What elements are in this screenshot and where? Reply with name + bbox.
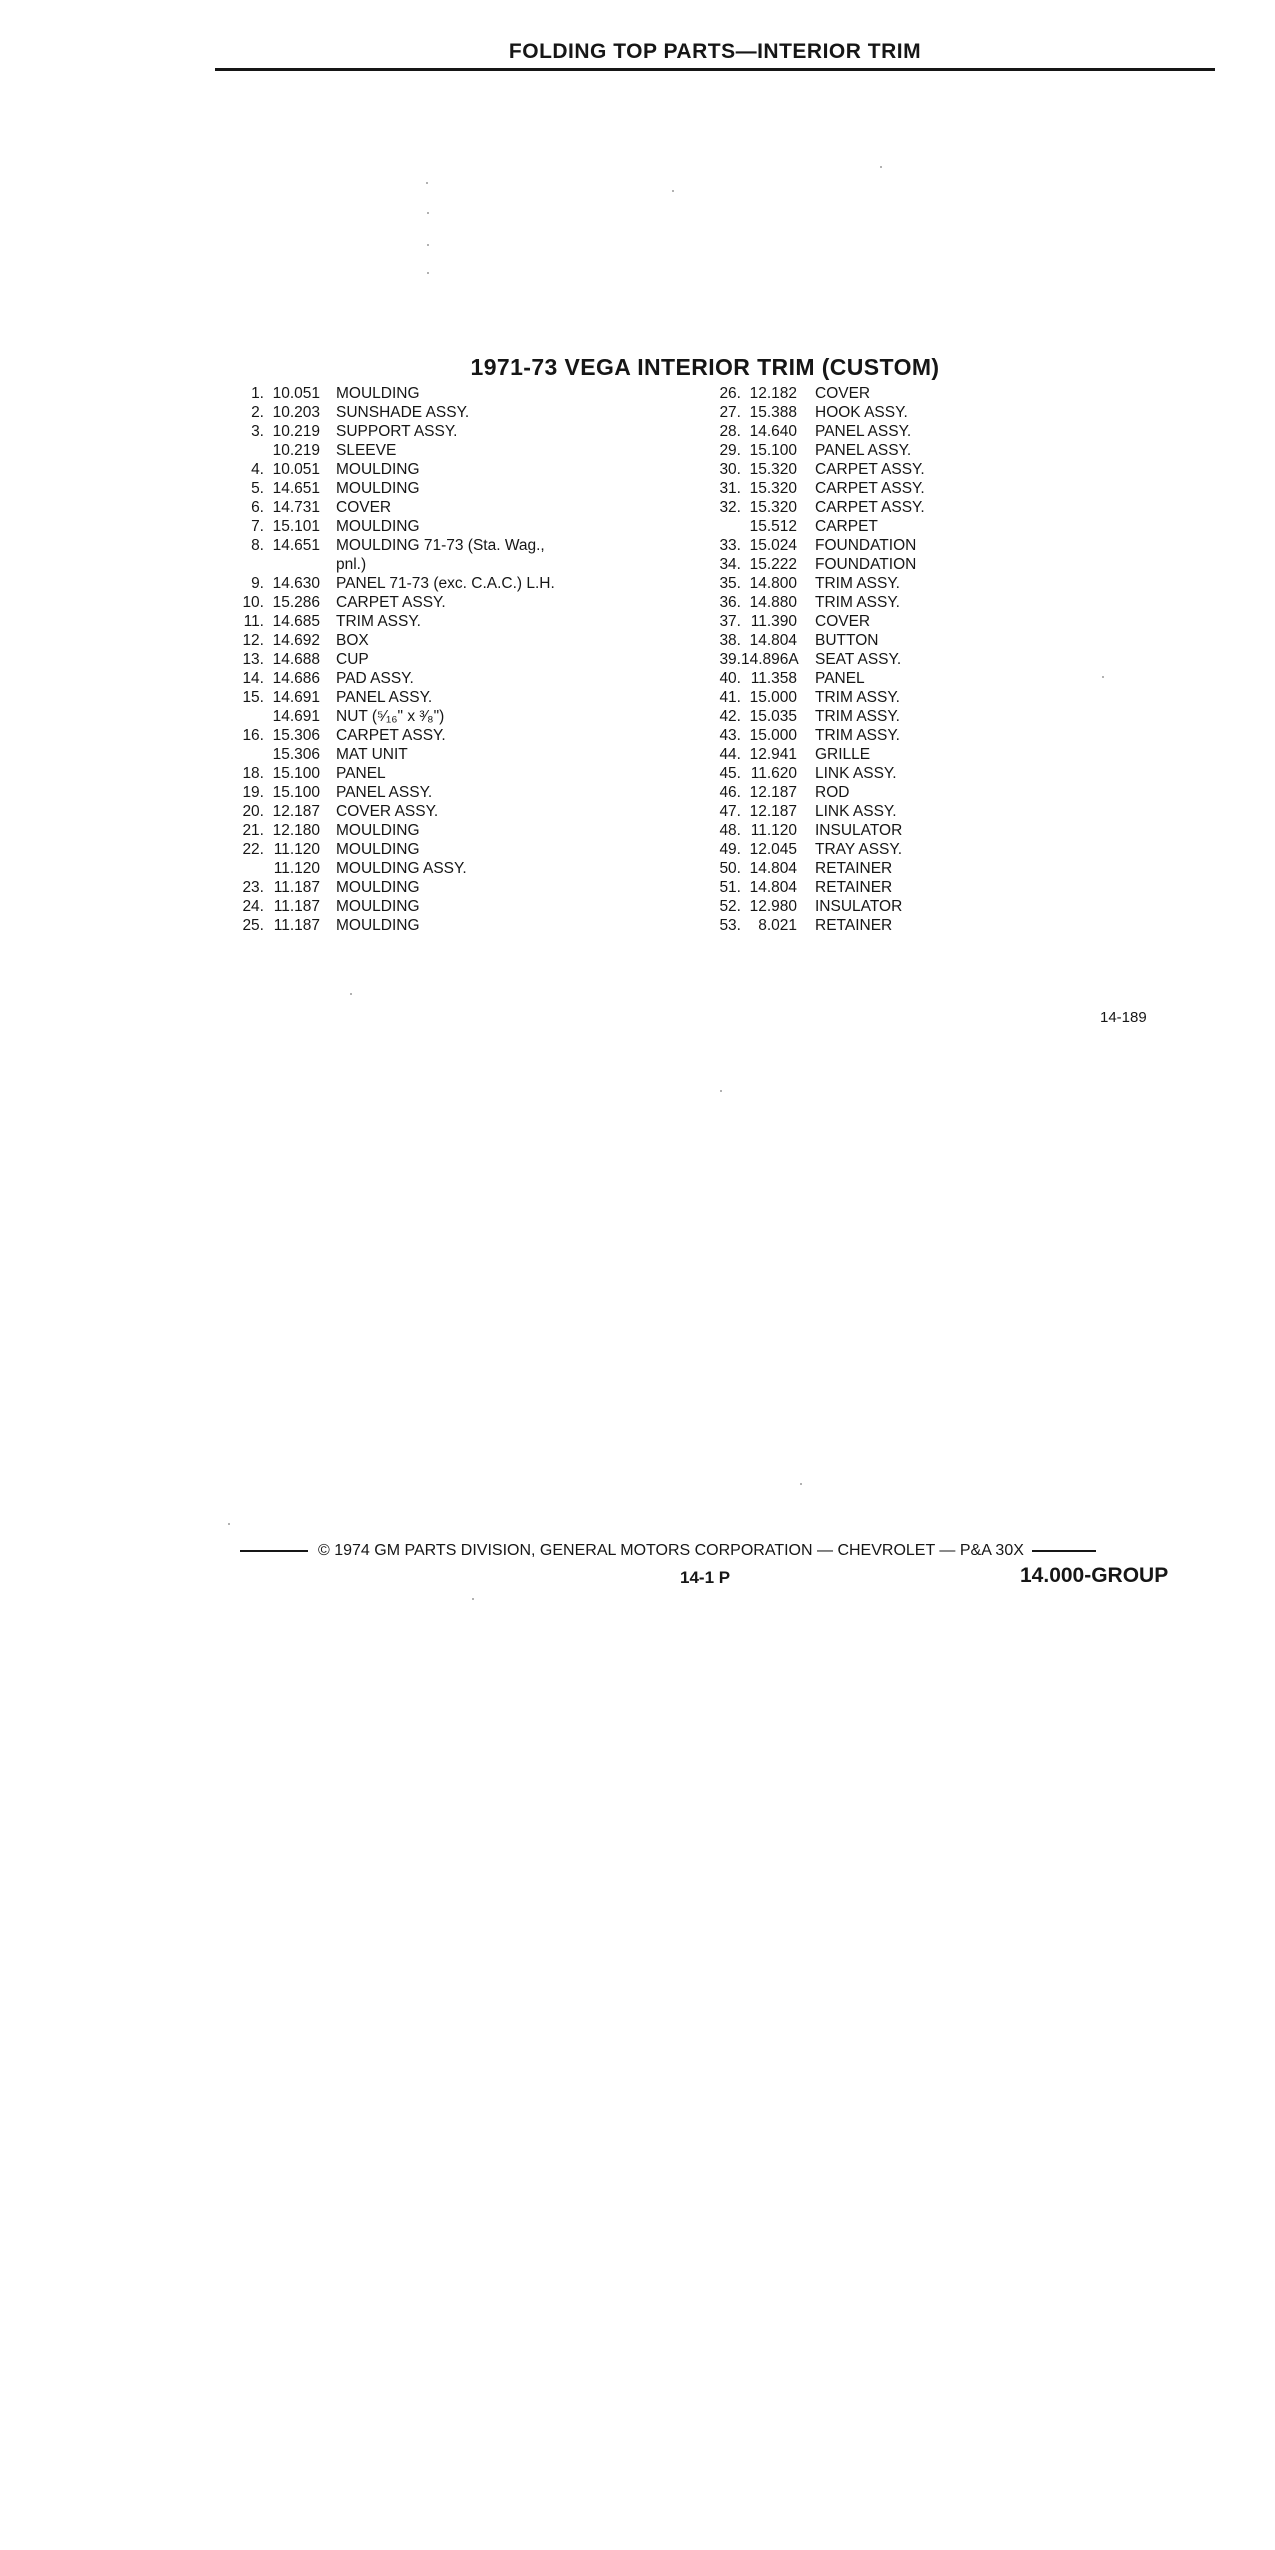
part-description: MOULDING: [336, 518, 420, 535]
part-row: [705, 688, 925, 707]
scan-speck: [228, 1523, 230, 1525]
part-code: 15.100: [749, 442, 797, 459]
part-description: CUP: [336, 651, 369, 668]
part-description: COVER: [815, 385, 871, 402]
part-code: 14.896A: [741, 651, 799, 668]
part-number: [228, 707, 264, 726]
part-code: 10.051: [272, 461, 320, 478]
part-description: SUNSHADE ASSY.: [336, 404, 470, 421]
part-code: 15.100: [272, 765, 320, 782]
part-code: 11.187: [273, 917, 320, 934]
footer-copyright-line: [240, 1542, 1215, 1560]
part-number: 31.: [719, 480, 741, 497]
part-code: 11.620: [750, 765, 797, 782]
part-number: 36.: [719, 594, 741, 611]
figure-number: 14-189: [1100, 1009, 1147, 1026]
part-row: [705, 631, 925, 650]
part-code: 15.320: [749, 461, 797, 478]
part-row: [705, 555, 925, 574]
part-description: BUTTON: [815, 632, 879, 649]
part-description: MOULDING: [336, 480, 420, 497]
part-description: TRIM ASSY.: [815, 689, 900, 706]
part-description: NUT (⁵⁄₁₆" x ³⁄₈"): [336, 708, 445, 725]
part-number: 14.: [242, 670, 264, 687]
part-description: CARPET ASSY.: [815, 499, 925, 516]
part-number: 34.: [719, 556, 741, 573]
part-number: 29.: [719, 442, 741, 459]
part-number: [228, 555, 264, 574]
part-description: RETAINER: [815, 917, 893, 934]
part-number: 21.: [242, 822, 264, 839]
part-code: 15.306: [272, 746, 320, 763]
page-number: 14-1 P: [680, 1568, 731, 1587]
part-description: PANEL ASSY.: [336, 784, 433, 801]
parts-list-left: [228, 384, 555, 935]
part-code: 11.187: [273, 898, 320, 915]
part-number: 15.: [242, 689, 264, 706]
part-description: MOULDING: [336, 898, 420, 915]
part-number: 47.: [719, 803, 741, 820]
part-description: TRIM ASSY.: [815, 594, 900, 611]
part-code: 15.035: [749, 708, 797, 725]
part-row: [705, 384, 925, 403]
part-number: [705, 517, 741, 536]
part-number: [228, 441, 264, 460]
part-description: MOULDING 71-73 (Sta. Wag.,: [336, 537, 545, 554]
scan-speck: [427, 272, 429, 274]
part-row: [705, 764, 925, 783]
part-row: [228, 650, 555, 669]
part-code: 15.222: [749, 556, 797, 573]
part-number: 43.: [719, 727, 741, 744]
part-description: LINK ASSY.: [815, 803, 897, 820]
part-code: 15.024: [749, 537, 797, 554]
part-number: 5.: [251, 480, 264, 497]
part-number: 45.: [719, 765, 741, 782]
part-number: 22.: [242, 841, 264, 858]
part-description: pnl.): [336, 556, 367, 573]
part-number: 41.: [719, 689, 741, 706]
scan-speck: [1102, 676, 1104, 678]
footer-copyright: © 1974 GM PARTS DIVISION, GENERAL MOTORS CORPORATION — CHEVROLET — P&A 30X: [318, 1542, 1024, 1559]
part-number: 46.: [719, 784, 741, 801]
part-number: 27.: [719, 404, 741, 421]
part-description: TRIM ASSY.: [815, 575, 900, 592]
part-description: BOX: [336, 632, 369, 649]
part-description: COVER: [336, 499, 392, 516]
part-code: 14.630: [272, 575, 320, 592]
part-code: 15.100: [272, 784, 320, 801]
part-code: 15.512: [749, 518, 797, 535]
part-code: 10.219: [272, 423, 320, 440]
part-row: [228, 764, 555, 783]
part-number: 52.: [719, 898, 741, 915]
part-row: [228, 688, 555, 707]
part-code: 11.358: [750, 670, 797, 687]
part-number: 3.: [251, 423, 264, 440]
part-number: [228, 859, 264, 878]
part-description: SEAT ASSY.: [815, 651, 902, 668]
part-number: 2.: [251, 404, 264, 421]
part-description: MAT UNIT: [336, 746, 408, 763]
part-number: 38.: [719, 632, 741, 649]
part-description: CARPET ASSY.: [815, 461, 925, 478]
part-description: MOULDING ASSY.: [336, 860, 467, 877]
part-row: [228, 460, 555, 479]
part-number: 1.: [251, 385, 264, 402]
part-description: PANEL: [336, 765, 386, 782]
part-row: [705, 821, 925, 840]
part-row: [705, 897, 925, 916]
part-code: 14.651: [272, 480, 320, 497]
part-row: [705, 536, 925, 555]
part-row: [705, 650, 925, 669]
part-number: 42.: [719, 708, 741, 725]
part-description: CARPET ASSY.: [336, 727, 446, 744]
page-header-title: FOLDING TOP PARTS—INTERIOR TRIM: [508, 40, 922, 63]
part-row: [705, 593, 925, 612]
part-description: PANEL 71-73 (exc. C.A.C.) L.H.: [336, 575, 555, 592]
part-number: 48.: [719, 822, 741, 839]
part-code: 15.388: [749, 404, 797, 421]
part-code: 11.120: [273, 841, 320, 858]
part-code: 14.651: [272, 537, 320, 554]
part-description: FOUNDATION: [815, 537, 917, 554]
part-row: [228, 878, 555, 897]
part-row: [228, 916, 555, 935]
part-row: [228, 479, 555, 498]
part-row: [705, 422, 925, 441]
part-description: CARPET: [815, 518, 878, 535]
part-description: MOULDING: [336, 385, 420, 402]
part-description: TRIM ASSY.: [815, 708, 900, 725]
part-number: 30.: [719, 461, 741, 478]
part-code: 15.286: [272, 594, 320, 611]
part-row: [228, 783, 555, 802]
part-row: [228, 593, 555, 612]
part-code: 11.120: [273, 860, 320, 877]
part-number: 40.: [719, 670, 741, 687]
part-description: MOULDING: [336, 461, 420, 478]
part-code: 15.306: [272, 727, 320, 744]
footer-rule-left: [240, 1550, 308, 1552]
part-number: 16.: [242, 727, 264, 744]
part-row: [228, 536, 555, 555]
part-number: 9.: [251, 575, 264, 592]
scan-speck: [427, 212, 429, 214]
part-row: [705, 783, 925, 802]
part-description: TRAY ASSY.: [815, 841, 903, 858]
scan-speck: [880, 166, 882, 168]
part-number: 23.: [242, 879, 264, 896]
part-row: [705, 479, 925, 498]
part-row: [228, 859, 555, 878]
part-code: 14.731: [272, 499, 320, 516]
part-number: 10.: [242, 594, 264, 611]
part-row: [228, 574, 555, 593]
part-code: 15.320: [749, 480, 797, 497]
scan-speck: [672, 190, 674, 192]
scan-speck: [426, 182, 428, 184]
part-number: 19.: [242, 784, 264, 801]
part-code: 14.804: [749, 860, 797, 877]
part-row: [705, 707, 925, 726]
part-row: [228, 840, 555, 859]
part-code: 12.182: [749, 385, 797, 402]
part-code: 8.021: [758, 917, 797, 934]
part-code: 14.804: [749, 632, 797, 649]
part-row: [228, 802, 555, 821]
parts-list-right: [705, 384, 925, 935]
part-code: 14.804: [749, 879, 797, 896]
part-number: 8.: [251, 537, 264, 554]
part-code: 14.686: [272, 670, 320, 687]
part-description: HOOK ASSY.: [815, 404, 908, 421]
scan-speck: [472, 1598, 474, 1600]
part-number: 33.: [719, 537, 741, 554]
part-code: 10.219: [272, 442, 320, 459]
part-code: 14.640: [749, 423, 797, 440]
part-row: [228, 498, 555, 517]
part-code: 11.120: [750, 822, 797, 839]
part-number: 26.: [719, 385, 741, 402]
part-code: 12.980: [749, 898, 797, 915]
part-row: [705, 669, 925, 688]
part-description: TRIM ASSY.: [336, 613, 421, 630]
part-code: 14.685: [272, 613, 320, 630]
part-code: 12.187: [749, 784, 797, 801]
part-description: ROD: [815, 784, 850, 801]
part-code: 11.390: [750, 613, 797, 630]
part-row: [228, 555, 555, 574]
part-row: [228, 669, 555, 688]
part-row: [228, 897, 555, 916]
part-row: [228, 517, 555, 536]
part-description: PANEL ASSY.: [336, 689, 433, 706]
part-row: [228, 422, 555, 441]
part-code: 14.691: [272, 708, 320, 725]
part-number: 50.: [719, 860, 741, 877]
part-row: [705, 460, 925, 479]
part-row: [228, 631, 555, 650]
part-row: [705, 612, 925, 631]
part-code: [264, 555, 320, 574]
part-row: [228, 707, 555, 726]
part-row: [228, 821, 555, 840]
part-row: [705, 859, 925, 878]
part-row: [228, 726, 555, 745]
part-code: 15.320: [749, 499, 797, 516]
part-code: 12.187: [272, 803, 320, 820]
part-code: 14.691: [272, 689, 320, 706]
part-number: 4.: [251, 461, 264, 478]
part-description: RETAINER: [815, 860, 893, 877]
part-code: 10.203: [272, 404, 320, 421]
part-number: 24.: [242, 898, 264, 915]
part-row: [705, 726, 925, 745]
part-code: 12.941: [749, 746, 797, 763]
part-row: [705, 745, 925, 764]
part-number: 12.: [242, 632, 264, 649]
part-number: 44.: [719, 746, 741, 763]
part-description: PANEL: [815, 670, 865, 687]
part-description: SLEEVE: [336, 442, 397, 459]
section-title: 1971-73 VEGA INTERIOR TRIM (CUSTOM): [470, 354, 940, 380]
part-description: PANEL ASSY.: [815, 423, 912, 440]
part-description: PANEL ASSY.: [815, 442, 912, 459]
part-row: [228, 384, 555, 403]
part-code: 15.000: [749, 689, 797, 706]
part-code: 12.045: [749, 841, 797, 858]
scan-speck: [720, 1090, 722, 1092]
header-rule: [215, 68, 1215, 71]
group-label: 14.000-GROUP: [1020, 1564, 1169, 1587]
part-row: [705, 441, 925, 460]
part-description: GRILLE: [815, 746, 871, 763]
part-code: 14.688: [272, 651, 320, 668]
part-row: [228, 745, 555, 764]
part-description: INSULATOR: [815, 822, 903, 839]
part-row: [228, 441, 555, 460]
part-number: 13.: [242, 651, 264, 668]
part-row: [228, 403, 555, 422]
part-description: FOUNDATION: [815, 556, 917, 573]
part-number: 7.: [251, 518, 264, 535]
part-description: MOULDING: [336, 822, 420, 839]
part-description: RETAINER: [815, 879, 893, 896]
part-code: 14.692: [272, 632, 320, 649]
part-description: LINK ASSY.: [815, 765, 897, 782]
part-row: [705, 878, 925, 897]
part-number: 39.: [719, 651, 741, 668]
part-code: 12.187: [749, 803, 797, 820]
scan-speck: [800, 1483, 802, 1485]
part-number: 25.: [242, 917, 264, 934]
part-description: TRIM ASSY.: [815, 727, 900, 744]
part-description: SUPPORT ASSY.: [336, 423, 458, 440]
part-code: 12.180: [272, 822, 320, 839]
scan-speck: [350, 993, 352, 995]
part-number: 53.: [719, 917, 741, 934]
part-number: 32.: [719, 499, 741, 516]
part-row: [705, 802, 925, 821]
part-description: COVER ASSY.: [336, 803, 439, 820]
part-description: MOULDING: [336, 879, 420, 896]
part-number: 49.: [719, 841, 741, 858]
part-row: [705, 574, 925, 593]
part-number: 51.: [719, 879, 741, 896]
footer-rule-right: [1032, 1550, 1096, 1552]
part-number: 11.: [243, 613, 264, 630]
part-row: [705, 840, 925, 859]
part-row: [705, 517, 925, 536]
part-code: 10.051: [272, 385, 320, 402]
part-description: PAD ASSY.: [336, 670, 414, 687]
part-number: 18.: [242, 765, 264, 782]
part-description: MOULDING: [336, 917, 420, 934]
part-description: CARPET ASSY.: [336, 594, 446, 611]
part-description: INSULATOR: [815, 898, 903, 915]
part-code: 15.000: [749, 727, 797, 744]
part-description: CARPET ASSY.: [815, 480, 925, 497]
part-number: 35.: [719, 575, 741, 592]
part-code: 14.800: [749, 575, 797, 592]
part-description: MOULDING: [336, 841, 420, 858]
part-number: [228, 745, 264, 764]
part-description: COVER: [815, 613, 871, 630]
part-row: [228, 612, 555, 631]
part-code: 11.187: [273, 879, 320, 896]
part-number: 37.: [719, 613, 741, 630]
part-number: 28.: [719, 423, 741, 440]
part-row: [705, 498, 925, 517]
scan-speck: [427, 244, 429, 246]
part-number: 20.: [242, 803, 264, 820]
part-code: 15.101: [272, 518, 320, 535]
part-row: [705, 403, 925, 422]
part-code: 14.880: [749, 594, 797, 611]
part-row: [705, 916, 925, 935]
part-number: 6.: [251, 499, 264, 516]
